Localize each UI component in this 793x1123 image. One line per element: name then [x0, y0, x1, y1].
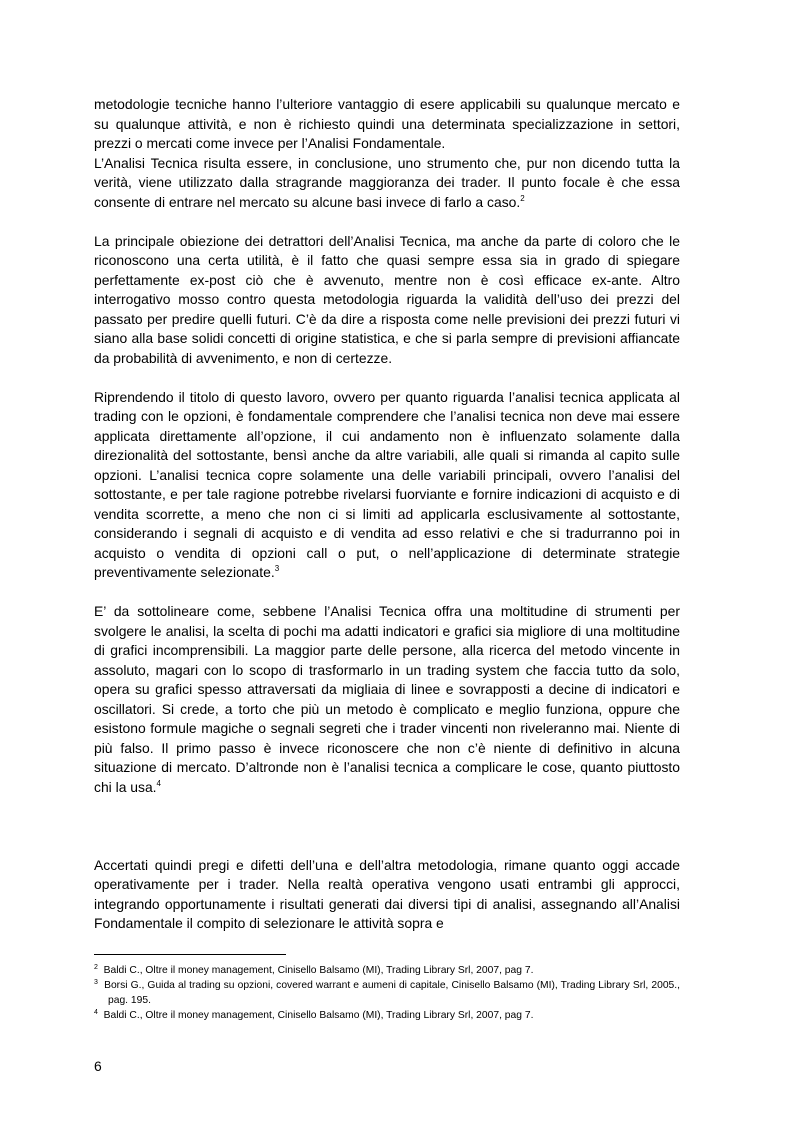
footnote-3: $^3$ Borsi G., Guida al trading su opzioni, covered warrant e aumeni di capitale, Cinisello Balsamo (MI), Trading Library Srl, 2005., pag. 195. — [94, 979, 680, 1006]
footnote-number: 3 — [94, 979, 98, 986]
footnote-2: $^2$ Baldi C., Oltre il money management, Cinisello Balsamo (MI), Trading Library Srl, 2007, pag 7. — [94, 964, 534, 976]
paragraph-indicator-choice: E’ da sottolineare come, sebbene l’Analisi Tecnica offra una moltitudine di strumenti per svolgere le analisi, la scelta di pochi ma adatti indicatori e grafici sia migliore di una moltitudine di grafici incomprensibili. La maggior parte delle persone, alla ricerca del metodo vincente in assoluto, magari con lo scopo di trasformarlo in un trading system che faccia tutto da solo, opera su grafici spesso attraversati da migliaia di linee e sovrapposti a decine di indicatori e oscillatori. Si crede, a torto che più un metodo è complicato e meglio funziona, oppure che esistono formule magiche o segnali segreti che i trader vincenti non riveleranno mai. Niente di più falso. Il primo passo è invece riconoscere che non c’è niente di definitivo in alcuna situazione di mercato. D’altronde non è l’analisi tecnica a complicare le cose, quanto piuttosto chi la usa.$^4$ — [94, 603, 680, 795]
footnotes — [94, 963, 680, 1023]
footnote-separator — [94, 954, 286, 955]
footnote-4: $^4$ Baldi C., Oltre il money management, Cinisello Balsamo (MI), Trading Library Srl, 2007, pag 7. — [94, 1009, 534, 1021]
paragraph-objections: La principale obiezione dei detrattori dell’Analisi Tecnica, ma anche da parte di coloro che le riconoscono una certa utilità, è il fatto che quasi sempre essa sia in grado di spiegare perfettamente ex-post ciò che è avvenuto, mentre non è così efficace ex-ante. Altro interrogativo mosso contro questa metodologia riguarda la validità dell’uso dei prezzi del passato per predire quelli futuri. C’è da dire a risposta come nelle previsioni dei prezzi futuri vi siano alla base solidi concetti di origine statistica, e che si parla sempre di previsioni affiancate da probabilità di avvenimento, e non di certezze. — [94, 232, 680, 366]
footnote-number: 4 — [94, 1009, 98, 1016]
paragraph-practice: Accertati quindi pregi e difetti dell’una e dell’altra metodologia, rimane quanto oggi accade operativamente per i trader. Nella realtà operativa vengono usati entrambi gli approcci, integrando opportunamente i risultati generati dai diversi tipi di analisi, assegnando all’Analisi Fondamentale il compito di selezionare le attività sopra e — [94, 856, 680, 931]
body-text — [94, 95, 680, 934]
footnote-number: 2 — [94, 964, 98, 971]
footnote-ref-2: 2 — [520, 193, 525, 203]
paragraph-options-trading: Riprendendo il titolo di questo lavoro, ovvero per quanto riguarda l’analisi tecnica applicata al trading con le opzioni, è fondamentale comprendere che l’analisi tecnica non deve mai essere applicata direttamente all’opzione, il cui andamento non è influenzato solamente dalla direzionalità del sottostante, bensì anche da altre variabili, alle quali si rimanda al capito sulle opzioni. L’analisi tecnica copre solamente una delle variabili principali, ovvero l’analisi del sottostante, e per tale ragione potrebbe rivelarsi fuorviante e fornire indicazioni di acquisto e di vendita scorrette, a meno che non ci si limiti ad applicarla esclusivamente al sottostante, considerando i segnali di acquisto e di vendita ad esso relativi e che si tradurranno poi in acquisto o vendita di opzioni call o put, o nell’applicazione di determinate strategie preventivamente selezionate.$^3$ — [94, 388, 680, 580]
footnote-ref-4: 4 — [156, 778, 161, 788]
paragraph-methodology-advantage: metodologie tecniche hanno l’ulteriore vantaggio di esere applicabili su qualunque mercato e su qualunque attività, e non è richiesto quindi una determinata specializzazione in settori, prezzi o mercati come invece per l’Analisi Fondamentale. — [94, 96, 680, 151]
footnote-ref-3: 3 — [274, 564, 280, 573]
paragraph-conclusion: L’Analisi Tecnica risulta essere, in conclusione, uno strumento che, pur non dicendo tutta la verità, viene utilizzato dalla stragrande maggioranza dei trader. Il punto focale è che essa consente di entrare nel mercato su alcune basi invece di farlo a caso.$^2$ — [94, 154, 680, 210]
page-number: 6 — [94, 1058, 102, 1074]
